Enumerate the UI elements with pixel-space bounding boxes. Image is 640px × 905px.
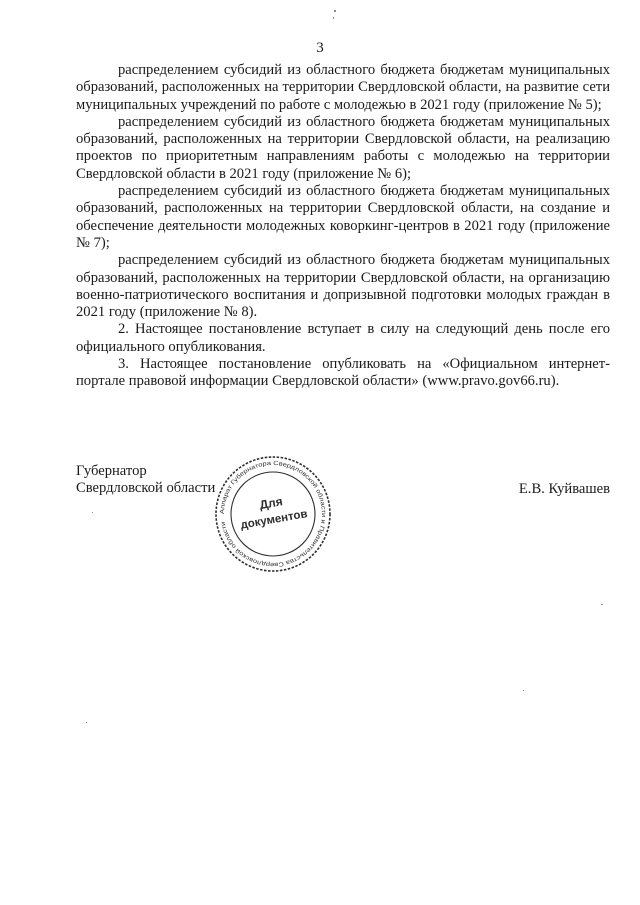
scan-speck	[334, 10, 336, 12]
stamp-graphic	[214, 455, 332, 573]
signature-title-line-1: Губернатор	[76, 463, 147, 479]
stamp-center-line-2: документов	[239, 508, 309, 532]
scan-speck	[86, 722, 87, 723]
signatory-name: Е.В. Куйвашев	[518, 481, 610, 497]
paragraph-publication: 3. Настоящее постановление опубликовать на «Официальном интернет-портале правовой информации Свердловской области» (www.pravo.gov66.ru).	[76, 356, 610, 390]
scan-speck	[523, 690, 524, 691]
document-body	[76, 62, 610, 391]
stamp-center-line-1: Для	[258, 494, 284, 513]
paragraph-subsidies-priority-projects: распределением субсидий из областного бюджета бюджетам муниципальных образований, расположенных на территории Свердловской области, на реализацию проектов по приоритетным направлениям работы с молодежью на территории Свердловской области в 2021 году (приложение № 6);	[76, 113, 610, 182]
scan-speck	[601, 604, 603, 605]
stamp-ring-text: Аппарат Губернатора Свердловской области и Правительства Свердловской области	[219, 460, 327, 568]
signature-title-line-2: Свердловской области	[76, 480, 216, 497]
paragraph-subsidies-youth-institutions: распределением субсидий из областного бюджета бюджетам муниципальных образований, расположенных на территории Свердловской области, на развитие сети муниципальных учреждений по работе с молодежью в 2021 году (приложение № 5);	[76, 62, 610, 113]
scan-speck	[333, 17, 334, 19]
page-number: 3	[316, 40, 324, 56]
signature-title	[76, 463, 215, 498]
paragraph-subsidies-coworking-centers: распределением субсидий из областного бюджета бюджетам муниципальных образований, расположенных на территории Свердловской области, на создание и обеспечение деятельности молодежных коворкинг-центров в 2021 году (приложение № 7);	[76, 183, 610, 251]
scan-speck	[92, 512, 93, 513]
official-stamp	[214, 455, 332, 573]
paragraph-effective-date: 2. Настоящее постановление вступает в силу на следующий день после его официального опубликования.	[76, 321, 610, 355]
paragraph-subsidies-military-patriotic: распределением субсидий из областного бюджета бюджетам муниципальных образований, расположенных на территории Свердловской области, на организацию военно-патриотического воспитания и допризывной подготовки молодых граждан в 2021 году (приложение № 8).	[76, 252, 610, 321]
